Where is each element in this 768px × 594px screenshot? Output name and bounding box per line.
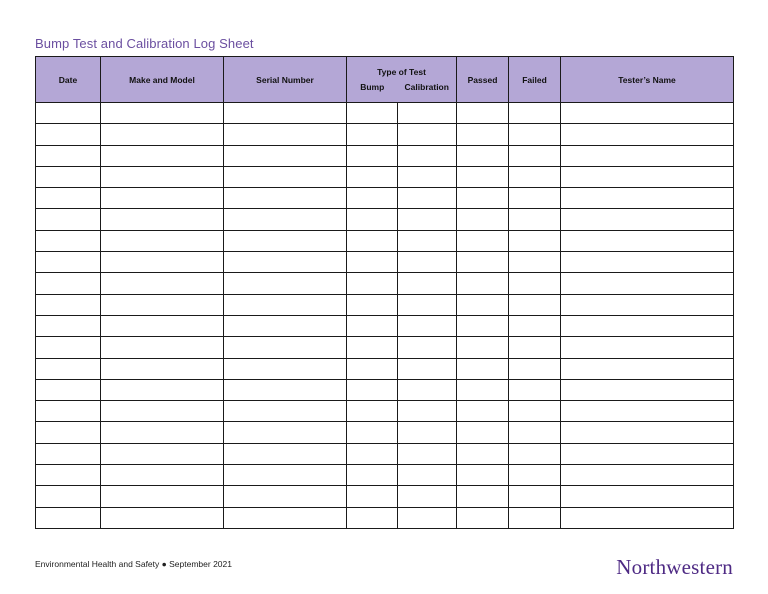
failed-cell[interactable] [509,486,561,507]
make-model-cell[interactable] [101,465,224,486]
passed-cell[interactable] [457,252,509,273]
failed-cell[interactable] [509,230,561,251]
serial-number-cell[interactable] [224,230,347,251]
bump-cell[interactable] [347,465,398,486]
tester-name-cell[interactable] [561,124,734,145]
failed-cell[interactable] [509,166,561,187]
date-cell[interactable] [36,230,101,251]
tester-name-cell[interactable] [561,401,734,422]
passed-cell[interactable] [457,401,509,422]
bump-cell[interactable] [347,209,398,230]
table-row [36,103,734,124]
calibration-cell[interactable] [398,315,457,336]
failed-cell[interactable] [509,358,561,379]
make-model-cell[interactable] [101,209,224,230]
serial-number-cell[interactable] [224,401,347,422]
bump-cell[interactable] [347,507,398,528]
make-model-cell[interactable] [101,230,224,251]
passed-cell[interactable] [457,273,509,294]
tester-name-cell[interactable] [561,252,734,273]
make-model-cell[interactable] [101,124,224,145]
table-row [36,337,734,358]
tester-name-cell[interactable] [561,273,734,294]
passed-cell[interactable] [457,145,509,166]
date-cell[interactable] [36,337,101,358]
failed-cell[interactable] [509,337,561,358]
failed-cell[interactable] [509,145,561,166]
page-title: Bump Test and Calibration Log Sheet [35,36,254,51]
make-model-cell[interactable] [101,145,224,166]
tester-name-cell[interactable] [561,379,734,400]
passed-cell[interactable] [457,422,509,443]
passed-cell[interactable] [457,230,509,251]
serial-number-cell[interactable] [224,103,347,124]
calibration-cell[interactable] [398,188,457,209]
passed-cell[interactable] [457,124,509,145]
passed-cell[interactable] [457,507,509,528]
calibration-cell[interactable] [398,166,457,187]
make-model-cell[interactable] [101,273,224,294]
tester-name-cell[interactable] [561,230,734,251]
date-cell[interactable] [36,124,101,145]
bump-cell[interactable] [347,337,398,358]
make-model-cell[interactable] [101,294,224,315]
table-row [36,358,734,379]
calibration-cell[interactable] [398,379,457,400]
table-row [36,486,734,507]
bump-cell[interactable] [347,486,398,507]
calibration-cell[interactable] [398,465,457,486]
header-date: Date [36,57,101,103]
bump-cell[interactable] [347,273,398,294]
table-row [36,209,734,230]
table-row [36,166,734,187]
tester-name-cell[interactable] [561,166,734,187]
make-model-cell[interactable] [101,486,224,507]
tester-name-cell[interactable] [561,188,734,209]
bump-cell[interactable] [347,294,398,315]
calibration-cell[interactable] [398,230,457,251]
log-table-body [36,103,734,529]
passed-cell[interactable] [457,315,509,336]
header-failed: Failed [509,57,561,103]
passed-cell[interactable] [457,188,509,209]
bump-cell[interactable] [347,379,398,400]
passed-cell[interactable] [457,209,509,230]
bump-cell[interactable] [347,315,398,336]
tester-name-cell[interactable] [561,422,734,443]
failed-cell[interactable] [509,507,561,528]
tester-name-cell[interactable] [561,315,734,336]
date-cell[interactable] [36,103,101,124]
calibration-cell[interactable] [398,358,457,379]
serial-number-cell[interactable] [224,166,347,187]
failed-cell[interactable] [509,443,561,464]
table-row [36,379,734,400]
date-cell[interactable] [36,486,101,507]
calibration-cell[interactable] [398,145,457,166]
log-table [35,56,734,529]
header-type-of-test: Type of Test [347,57,457,80]
header-tester-name: Tester’s Name [561,57,734,103]
tester-name-cell[interactable] [561,486,734,507]
calibration-cell[interactable] [398,103,457,124]
serial-number-cell[interactable] [224,358,347,379]
date-cell[interactable] [36,422,101,443]
tester-name-cell[interactable] [561,465,734,486]
passed-cell[interactable] [457,337,509,358]
calibration-cell[interactable] [398,337,457,358]
make-model-cell[interactable] [101,422,224,443]
date-cell[interactable] [36,358,101,379]
serial-number-cell[interactable] [224,273,347,294]
bump-cell[interactable] [347,145,398,166]
passed-cell[interactable] [457,166,509,187]
date-cell[interactable] [36,315,101,336]
passed-cell[interactable] [457,294,509,315]
header-bump: Bump [347,79,398,103]
date-cell[interactable] [36,443,101,464]
footer-text: Environmental Health and Safety ● September 2021 [35,559,232,569]
calibration-cell[interactable] [398,486,457,507]
bump-cell[interactable] [347,166,398,187]
bump-cell[interactable] [347,252,398,273]
calibration-cell[interactable] [398,507,457,528]
make-model-cell[interactable] [101,379,224,400]
failed-cell[interactable] [509,422,561,443]
table-row [36,443,734,464]
serial-number-cell[interactable] [224,145,347,166]
serial-number-cell[interactable] [224,315,347,336]
date-cell[interactable] [36,294,101,315]
passed-cell[interactable] [457,379,509,400]
failed-cell[interactable] [509,273,561,294]
make-model-cell[interactable] [101,188,224,209]
serial-number-cell[interactable] [224,486,347,507]
passed-cell[interactable] [457,465,509,486]
table-row [36,273,734,294]
table-row [36,188,734,209]
failed-cell[interactable] [509,103,561,124]
date-cell[interactable] [36,273,101,294]
bump-cell[interactable] [347,103,398,124]
table-row [36,465,734,486]
calibration-cell[interactable] [398,294,457,315]
table-row [36,252,734,273]
tester-name-cell[interactable] [561,294,734,315]
calibration-cell[interactable] [398,401,457,422]
bump-cell[interactable] [347,401,398,422]
header-serial-number: Serial Number [224,57,347,103]
date-cell[interactable] [36,379,101,400]
date-cell[interactable] [36,465,101,486]
calibration-cell[interactable] [398,273,457,294]
failed-cell[interactable] [509,294,561,315]
table-row [36,507,734,528]
make-model-cell[interactable] [101,358,224,379]
serial-number-cell[interactable] [224,209,347,230]
failed-cell[interactable] [509,465,561,486]
date-cell[interactable] [36,145,101,166]
serial-number-cell[interactable] [224,188,347,209]
serial-number-cell[interactable] [224,507,347,528]
passed-cell[interactable] [457,486,509,507]
northwestern-logo: Northwestern [616,555,733,579]
serial-number-cell[interactable] [224,294,347,315]
header-calibration: Calibration [398,79,457,103]
serial-number-cell[interactable] [224,443,347,464]
serial-number-cell[interactable] [224,422,347,443]
table-row [36,294,734,315]
table-row [36,401,734,422]
date-cell[interactable] [36,209,101,230]
tester-name-cell[interactable] [561,358,734,379]
tester-name-cell[interactable] [561,103,734,124]
serial-number-cell[interactable] [224,252,347,273]
bump-cell[interactable] [347,443,398,464]
serial-number-cell[interactable] [224,124,347,145]
failed-cell[interactable] [509,209,561,230]
make-model-cell[interactable] [101,252,224,273]
passed-cell[interactable] [457,358,509,379]
make-model-cell[interactable] [101,166,224,187]
failed-cell[interactable] [509,379,561,400]
tester-name-cell[interactable] [561,507,734,528]
calibration-cell[interactable] [398,443,457,464]
table-row [36,124,734,145]
failed-cell[interactable] [509,188,561,209]
make-model-cell[interactable] [101,103,224,124]
table-row [36,145,734,166]
bump-cell[interactable] [347,188,398,209]
make-model-cell[interactable] [101,337,224,358]
calibration-cell[interactable] [398,124,457,145]
make-model-cell[interactable] [101,507,224,528]
serial-number-cell[interactable] [224,465,347,486]
make-model-cell[interactable] [101,443,224,464]
serial-number-cell[interactable] [224,379,347,400]
make-model-cell[interactable] [101,315,224,336]
date-cell[interactable] [36,188,101,209]
bump-cell[interactable] [347,124,398,145]
passed-cell[interactable] [457,103,509,124]
date-cell[interactable] [36,252,101,273]
header-passed: Passed [457,57,509,103]
calibration-cell[interactable] [398,422,457,443]
header-make-model: Make and Model [101,57,224,103]
serial-number-cell[interactable] [224,337,347,358]
make-model-cell[interactable] [101,401,224,422]
failed-cell[interactable] [509,252,561,273]
tester-name-cell[interactable] [561,209,734,230]
date-cell[interactable] [36,166,101,187]
failed-cell[interactable] [509,401,561,422]
date-cell[interactable] [36,401,101,422]
tester-name-cell[interactable] [561,145,734,166]
calibration-cell[interactable] [398,252,457,273]
table-row [36,422,734,443]
table-row [36,230,734,251]
tester-name-cell[interactable] [561,443,734,464]
tester-name-cell[interactable] [561,337,734,358]
table-row [36,315,734,336]
failed-cell[interactable] [509,124,561,145]
bump-cell[interactable] [347,358,398,379]
calibration-cell[interactable] [398,209,457,230]
date-cell[interactable] [36,507,101,528]
failed-cell[interactable] [509,315,561,336]
passed-cell[interactable] [457,443,509,464]
bump-cell[interactable] [347,230,398,251]
bump-cell[interactable] [347,422,398,443]
